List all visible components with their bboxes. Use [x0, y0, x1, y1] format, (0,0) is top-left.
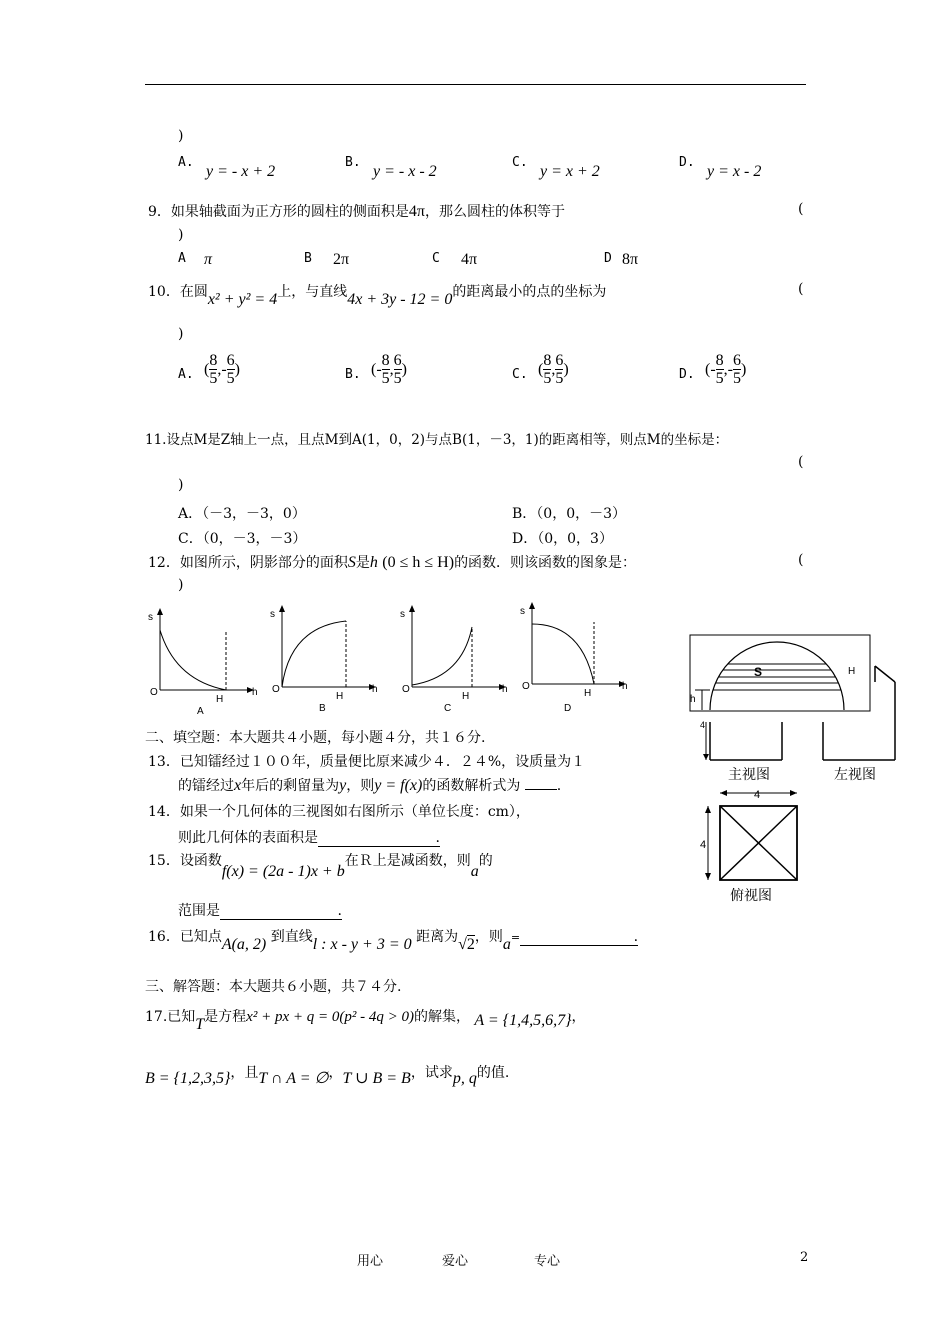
q10-paren-open: ( — [798, 281, 804, 297]
q9-option-b: 2π — [333, 251, 350, 268]
header-rule — [145, 84, 806, 85]
curve — [532, 624, 594, 684]
q11-option-a: A．（－3，－3，0） — [178, 506, 306, 522]
o-label: O — [522, 681, 530, 692]
graph-b — [270, 605, 378, 714]
graph-c — [400, 605, 508, 714]
q17-line1: 17.已知T是方程x² + px + q = 0(p² - 4q > 0)的解集， A = {1,4,5,6,7}， — [145, 1009, 586, 1033]
q9-option-b-label: B — [304, 251, 312, 266]
q10-option-a: ( 8 5 ,- 6 5 ) — [204, 352, 240, 387]
q9-paren-open: ( — [798, 201, 804, 217]
q12-stem: 12．如图所示，阴影部分的面积S是h (0 ≤ h ≤ H)的函数．则该函数的图象是： — [148, 554, 637, 571]
top-dim-arrow-r — [790, 790, 797, 796]
q10-option-a-label: A. — [178, 367, 194, 382]
side-view-label: 左视图 — [834, 766, 876, 782]
H-label: H — [584, 688, 592, 699]
side-slant — [875, 666, 895, 682]
H-label: H — [336, 691, 344, 702]
q11-stem: 11.设点M是Z轴上一点，且点M到A(1，0，2)与点B(1，－3，1)的距离相等，则点M的坐标是： — [145, 432, 729, 448]
footer-word-3: 专心 — [534, 1254, 561, 1269]
o-label: O — [272, 684, 280, 695]
q16-line: 16．已知点A(a, 2) 到直线l : x - y + 3 = 0 距离为√2，则a= . — [148, 929, 639, 953]
top-dim-h-label: 4 — [754, 789, 761, 801]
q12-paren-open: ( — [798, 552, 804, 568]
top-dim-v-label: 4 — [700, 839, 707, 851]
q8-option-c: y = x + 2 — [540, 163, 600, 180]
q15-blank[interactable]: . — [220, 903, 342, 920]
q13-line1: 13．已知镭经过１００年，质量便比原来减少４．２４%，设质量为１ — [148, 754, 586, 770]
front-view-label: 主视图 — [728, 766, 770, 782]
graph-label: A — [197, 706, 204, 717]
o-label: O — [150, 687, 158, 698]
q10-option-d-label: D. — [679, 367, 695, 382]
s-label: S — [754, 665, 763, 679]
top-dim-arrow-b — [705, 873, 711, 880]
q10-option-c: ( 8 5 , 6 5 ) — [538, 352, 569, 387]
s-label: s — [270, 609, 275, 620]
q9-option-a-label: A — [178, 251, 186, 266]
three-views-figure — [680, 630, 930, 910]
q13-line2: 的镭经过x年后的剩留量为y，则y = f(x)的函数解析式为 . — [178, 777, 562, 794]
q9-paren-close: ) — [178, 227, 184, 243]
q12-graphs — [140, 600, 640, 720]
H-label: H — [216, 694, 224, 705]
q9-option-d: 8π — [622, 251, 639, 268]
q11-option-b: B．（0，0，－3） — [512, 506, 627, 522]
q11-paren-open: ( — [798, 454, 804, 470]
footer-word-1: 用心 — [357, 1254, 384, 1269]
graph-a — [148, 608, 258, 717]
h-label: h — [372, 684, 378, 695]
q15-line2: 范围是 . — [178, 903, 342, 919]
top-view-label: 俯视图 — [730, 887, 772, 903]
q10-paren-close: ) — [178, 326, 184, 342]
curve — [282, 621, 346, 687]
q8-option-b: y = - x - 2 — [373, 163, 437, 180]
q13-blank[interactable] — [525, 789, 557, 790]
q14-line2: 则此几何体的表面积是 . — [178, 830, 440, 846]
q8-option-a: y = - x + 2 — [206, 163, 276, 180]
q11-paren-close: ) — [178, 477, 184, 493]
dome-arc — [710, 642, 844, 710]
h-label: h — [690, 694, 696, 705]
curve — [160, 630, 226, 690]
q15-line1: 15．设函数f(x) = (2a - 1)x + b在Ｒ上是减函数，则a的 — [148, 853, 493, 880]
q17-line2: B = {1,2,3,5}，且T ∩ A = ∅，T ∪ B = B，试求p, q的值. — [145, 1065, 510, 1087]
page-number: 2 — [800, 1250, 809, 1265]
front-dim-label: 4 — [700, 720, 706, 730]
front-dim-arrow — [703, 754, 709, 760]
q9-option-c: 4π — [461, 251, 478, 268]
q11-option-c: C．（0，－3，－3） — [178, 531, 307, 547]
graph-label: D — [564, 703, 572, 714]
q14-line1: 14．如果一个几何体的三视图如右图所示（单位长度：cm）， — [148, 804, 530, 820]
q10-stem: 10．在圆x² + y² = 4上，与直线4x + 3y - 12 = 0的距离最小的点的坐标为 — [148, 284, 607, 308]
graph-d — [520, 602, 628, 714]
y-arrow — [529, 602, 535, 609]
q10-option-b: (- 8 5 , 6 5 ) — [371, 352, 407, 387]
shaded-region — [700, 664, 855, 690]
footer-word-2: 爱心 — [442, 1254, 469, 1269]
q9-option-d-label: D — [604, 251, 612, 266]
q8-option-a-label: A. — [178, 155, 194, 170]
q9-option-c-label: C — [432, 251, 440, 266]
q8-option-b-label: B. — [345, 155, 361, 170]
q10-option-d: (- 8 5 ,- 6 5 ) — [705, 352, 747, 387]
q10-option-c-label: C. — [512, 367, 528, 382]
q10-option-b-label: B. — [345, 367, 361, 382]
graph-label: C — [444, 703, 452, 714]
sqrt-2: √2 — [458, 936, 475, 953]
q9-stem: 9．如果轴截面为正方形的圆柱的侧面积是4π，那么圆柱的体积等于 — [148, 203, 565, 220]
curve — [412, 627, 472, 685]
h-label: h — [502, 684, 508, 695]
q8-paren: ) — [178, 128, 184, 144]
s-label: s — [148, 612, 153, 623]
y-arrow — [157, 608, 163, 615]
s-label: s — [520, 606, 525, 617]
q8-option-d: y = x - 2 — [707, 163, 762, 180]
q9-option-a: π — [204, 251, 213, 268]
y-arrow — [409, 605, 415, 612]
q8-option-c-label: C. — [512, 155, 528, 170]
section-2-heading: 二、填空题：本大题共４小题，每小题４分，共１６分. — [145, 730, 486, 746]
section-3-heading: 三、解答题：本大题共６小题，共７４分. — [145, 979, 402, 995]
s-label: s — [400, 609, 405, 620]
h-label: h — [252, 687, 258, 698]
q14-blank[interactable]: . — [318, 830, 440, 847]
y-arrow — [279, 605, 285, 612]
H-label: H — [462, 691, 470, 702]
top-dim-arrow-l — [720, 790, 727, 796]
h-label: h — [622, 681, 628, 692]
top-dim-arrow-t — [705, 806, 711, 813]
q8-option-d-label: D. — [679, 155, 695, 170]
q11-option-d: D．（0，0，3） — [512, 531, 613, 547]
graph-label: B — [319, 703, 326, 714]
q16-blank[interactable]: . — [520, 929, 638, 946]
q12-paren-close: ) — [178, 577, 184, 593]
H-label: H — [848, 666, 856, 677]
o-label: O — [402, 684, 410, 695]
